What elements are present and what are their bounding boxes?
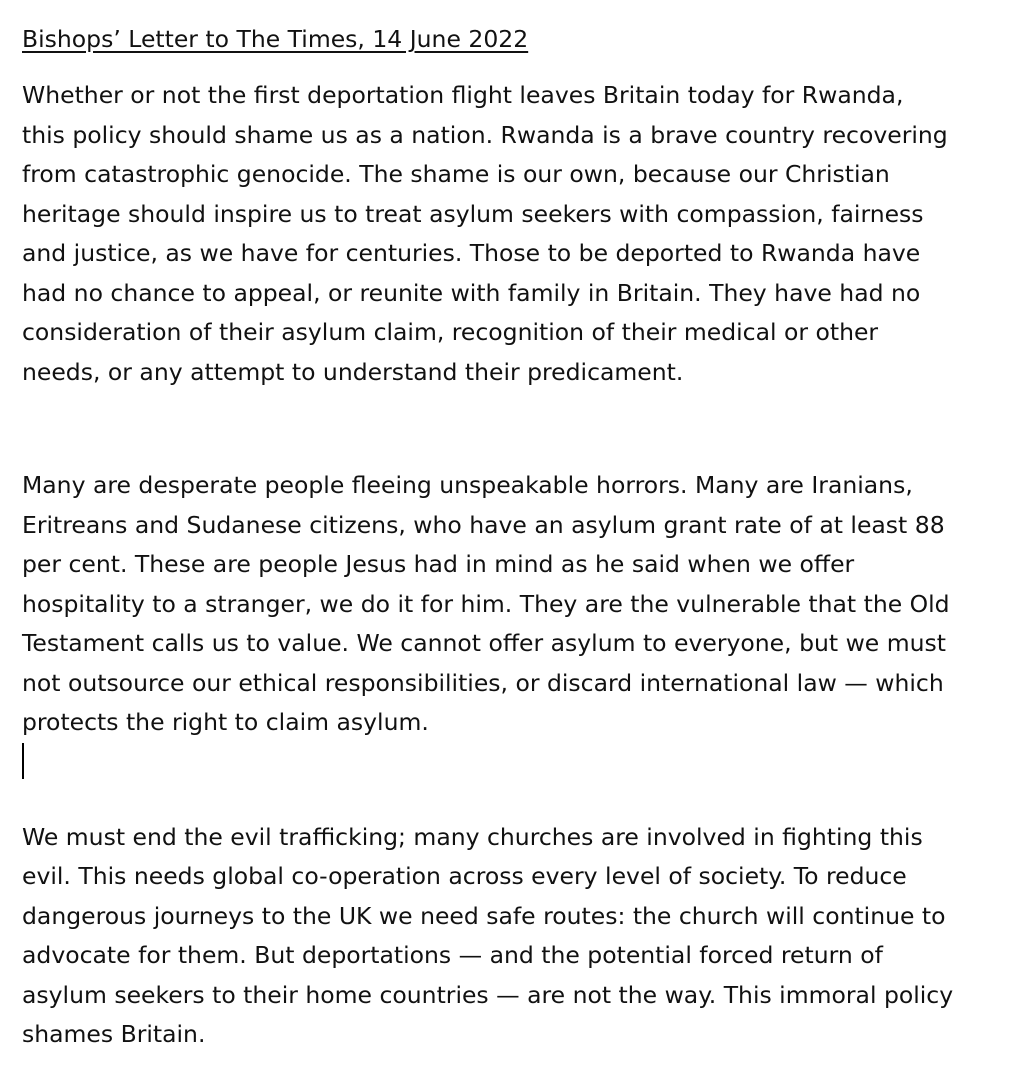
paragraph-line: Whether or not the first deportation flight leaves Britain today for Rwanda, [22, 81, 904, 109]
paragraph-line: hospitality to a stranger, we do it for him. They are the vulnerable that the Old [22, 589, 950, 618]
paragraph-line: protects the right to claim asylum. [22, 708, 429, 736]
paragraph-line: not outsource our ethical responsibilities, or discard international law — which [22, 668, 944, 697]
paragraph-2 [22, 466, 990, 743]
empty-paragraph-with-cursor[interactable] [22, 743, 990, 777]
paragraph-line: Testament calls us to value. We cannot offer asylum to everyone, but we must [22, 629, 946, 657]
paragraph-spacing [22, 777, 990, 818]
paragraph-line: needs, or any attempt to understand their predicament. [22, 357, 684, 386]
text-cursor [22, 743, 24, 779]
paragraph-line: heritage should inspire us to treat asylum seekers with compassion, fairness [22, 199, 924, 228]
paragraph-line: evil. This needs global co-operation across every level of society. To reduce [22, 862, 907, 890]
paragraph-line: shames Britain. [22, 1020, 206, 1048]
paragraph-3 [22, 818, 990, 1055]
document-title: Bishops’ Letter to The Times, 14 June 2022 [22, 25, 529, 53]
paragraph-line: advocate for them. But deportations — and the potential forced return of [22, 941, 883, 969]
paragraph-line: Many are desperate people fleeing unspeakable horrors. Many are Iranians, [22, 471, 913, 499]
paragraph-line: per cent. These are people Jesus had in mind as he said when we offer [22, 550, 855, 578]
paragraph-line: this policy should shame us as a nation. Rwanda is a brave country recovering [22, 120, 948, 149]
paragraph-line: from catastrophic genocide. The shame is our own, because our Christian [22, 160, 890, 188]
paragraph-line: consideration of their asylum claim, recognition of their medical or other [22, 318, 879, 346]
paragraph-line: asylum seekers to their home countries — are not the way. This immoral policy [22, 980, 954, 1009]
paragraph-line: had no chance to appeal, or reunite with family in Britain. They have had no [22, 278, 921, 307]
empty-paragraph-gap [22, 392, 990, 466]
paragraph-line: dangerous journeys to the UK we need safe routes: the church will continue to [22, 901, 946, 930]
paragraph-1 [22, 76, 990, 392]
paragraph-line: Eritreans and Sudanese citizens, who have an asylum grant rate of at least 88 [22, 510, 945, 539]
paragraph-line: and justice, as we have for centuries. Those to be deported to Rwanda have [22, 239, 921, 267]
document-body[interactable] [22, 20, 990, 1055]
paragraph-line: We must end the evil trafficking; many churches are involved in fighting this [22, 822, 923, 851]
